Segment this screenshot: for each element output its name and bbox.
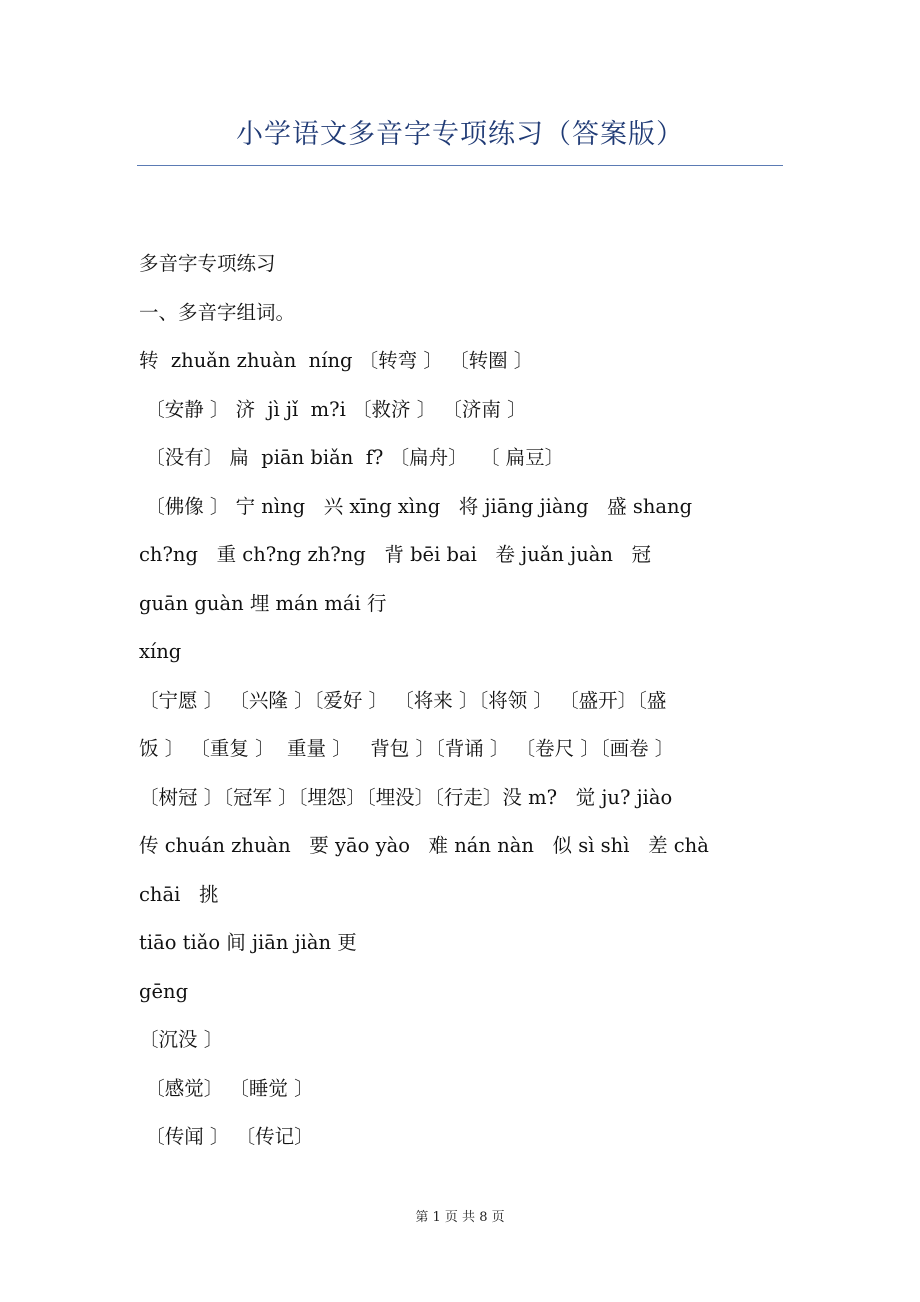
text-line: 转 zhuǎn zhuàn níng 〔转弯 〕 〔转圈 〕	[139, 349, 534, 372]
text-line: 〔没有〕 扁 piān biǎn f? 〔扁舟〕 〔 扁豆〕	[139, 446, 565, 469]
text-line: 〔佛像 〕 宁 nìng 兴 xīng xìng 将 jiāng jiàng 盛 shang	[139, 494, 693, 518]
text-line: 〔感觉〕 〔睡觉 〕	[139, 1076, 314, 1100]
section-heading: 多音字专项练习	[139, 252, 276, 275]
page-number-footer: 第 1 页 共 8 页	[415, 1210, 505, 1225]
text-line: 饭 〕 〔重复 〕 重量 〕 背包 〕〔背诵 〕 〔卷尺 〕〔画卷 〕	[139, 737, 675, 760]
text-line: gēng	[139, 979, 189, 1003]
text-line: 〔沉没 〕	[139, 1028, 224, 1051]
text-line: ch?ng 重 ch?ng zh?ng 背 bēi bai 卷 juǎn juàn 冠	[139, 543, 652, 566]
document-body	[139, 240, 785, 1162]
document-title: 小学语文多音字专项练习（答案版）	[236, 119, 684, 150]
text-line: chāi 挑	[139, 882, 219, 906]
text-line: xíng	[139, 640, 182, 663]
text-line: 传 chuán zhuàn 要 yāo yào 难 nán nàn 似 sì shì 差 chà	[139, 834, 709, 857]
text-line: 〔树冠 〕〔冠军 〕〔埋怨〕〔埋没〕〔行走〕没 m? 觉 ju? jiào	[139, 785, 673, 809]
text-line: 〔宁愿 〕 〔兴隆 〕〔爱好 〕 〔将来 〕〔将领 〕 〔盛开〕〔盛	[139, 688, 667, 712]
exercise-heading: 一、多音字组词。	[139, 300, 296, 324]
text-line: 〔传闻 〕 〔传记〕	[139, 1125, 314, 1148]
text-line: tiāo tiǎo 间 jiān jiàn 更	[139, 931, 357, 954]
text-line: guān guàn 埋 mán mái 行	[139, 591, 387, 615]
text-line: 〔安静 〕 济 jì jǐ m?i 〔救济 〕 〔济南 〕	[139, 397, 527, 421]
title-divider	[137, 165, 783, 166]
